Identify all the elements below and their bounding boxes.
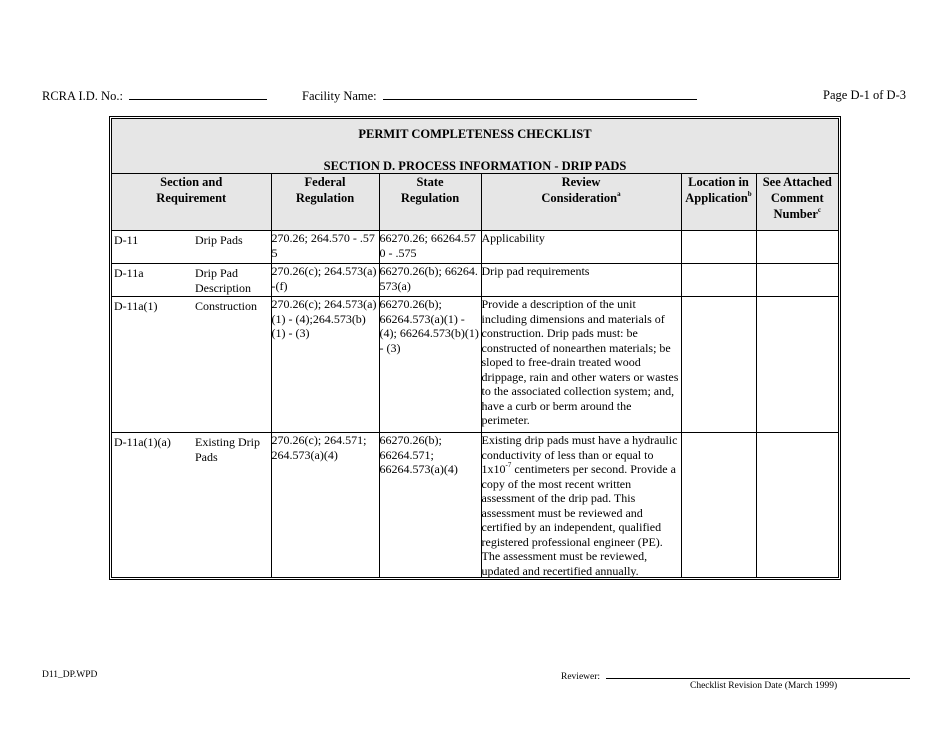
revision-date: Checklist Revision Date (March 1999) (690, 681, 838, 691)
attached-comment-number (756, 231, 838, 264)
section-cell (112, 231, 271, 264)
col-header-review: Review Consideration$^a$ (481, 174, 681, 231)
location-in-application (681, 231, 756, 264)
table-row (112, 297, 838, 433)
table-row (112, 231, 838, 264)
checklist-title: PERMIT COMPLETENESS CHECKLIST (358, 127, 592, 141)
rcra-id-blank (129, 88, 267, 100)
attached-comment-number (756, 297, 838, 433)
location-in-application (681, 433, 756, 579)
review-consideration: Drip pad requirements (481, 264, 681, 297)
state-regulation: 66270.26(b); 66264.573(a)(1) - (4); 66264.573(b)(1) - (3) (379, 297, 481, 433)
section-cell (112, 297, 271, 433)
federal-regulation: 270.26(c); 264.573(a)-(f) (271, 264, 379, 297)
federal-regulation: 270.26; 264.570 - .575 (271, 231, 379, 264)
federal-regulation: 270.26(c); 264.573(a)(1) - (4);264.573(b)(1) - (3) (271, 297, 379, 433)
col-header-section: Section and Requirement (112, 174, 271, 231)
section-cell (112, 264, 271, 297)
rcra-id-field (42, 88, 267, 104)
state-regulation: 66270.26(b); 66264.573(a) (379, 264, 481, 297)
section-requirement: Existing Drip Pads (195, 435, 260, 464)
facility-name-label: Facility Name: (302, 89, 377, 103)
location-in-application (681, 297, 756, 433)
facility-name-field (302, 88, 697, 104)
state-regulation: 66270.26(b); 66264.571; 66264.573(a)(4) (379, 433, 481, 579)
section-code: D-11a (114, 266, 144, 280)
location-in-application (681, 264, 756, 297)
table-row (112, 264, 838, 297)
section-code: D-11a(1) (114, 299, 158, 313)
review-consideration: Provide a description of the unit including dimensions and materials of construction. Drip pads must: be constructed of nonearthen materials; be sloped to free-drain treated wood drippage, rain and other waters or wastes to the associated collection system; and, have a curb or berm around the perimeter. (481, 297, 681, 433)
col-header-federal: Federal Regulation (271, 174, 379, 231)
page-number: Page D-1 of D-3 (823, 88, 906, 102)
checklist-table (112, 119, 838, 578)
attached-comment-number (756, 433, 838, 579)
review-consideration: Applicability (481, 231, 681, 264)
rcra-id-label: RCRA I.D. No.: (42, 89, 123, 103)
state-regulation: 66270.26; 66264.570 - .575 (379, 231, 481, 264)
federal-regulation: 270.26(c); 264.571; 264.573(a)(4) (271, 433, 379, 579)
attached-comment-number (756, 264, 838, 297)
col-header-comment: See Attached Comment Number$^c$ (756, 174, 838, 231)
document-id: D11_DP.WPD (42, 670, 98, 680)
section-requirement: Construction (195, 299, 257, 313)
reviewer-label: Reviewer: (561, 672, 601, 682)
section-title: SECTION D. PROCESS INFORMATION - DRIP PADS (323, 159, 627, 173)
checklist-frame (109, 116, 841, 580)
table-row (112, 433, 838, 579)
column-header-row (112, 174, 838, 231)
section-cell (112, 433, 271, 579)
reviewer-blank (606, 670, 910, 679)
facility-name-blank (383, 88, 697, 100)
col-header-location: Location in Application$^b$ (681, 174, 756, 231)
section-code: D-11 (114, 233, 139, 247)
col-header-state: State Regulation (379, 174, 481, 231)
review-consideration: Existing drip pads must have a hydraulic conductivity of less than or equal to $1x10^{-7}$ centimeters per second. Provide a copy of the most recent written assessment of the drip pad. This assessment must be reviewed and certified by an independent, qualified registered professional engineer (PE). The assessment must be reviewed, updated and recertified annually. (481, 433, 681, 579)
section-requirement: Drip Pad Description (195, 266, 251, 295)
section-code: D-11a(1)(a) (114, 435, 171, 449)
table-title-block (112, 119, 838, 174)
section-requirement: Drip Pads (195, 233, 243, 247)
